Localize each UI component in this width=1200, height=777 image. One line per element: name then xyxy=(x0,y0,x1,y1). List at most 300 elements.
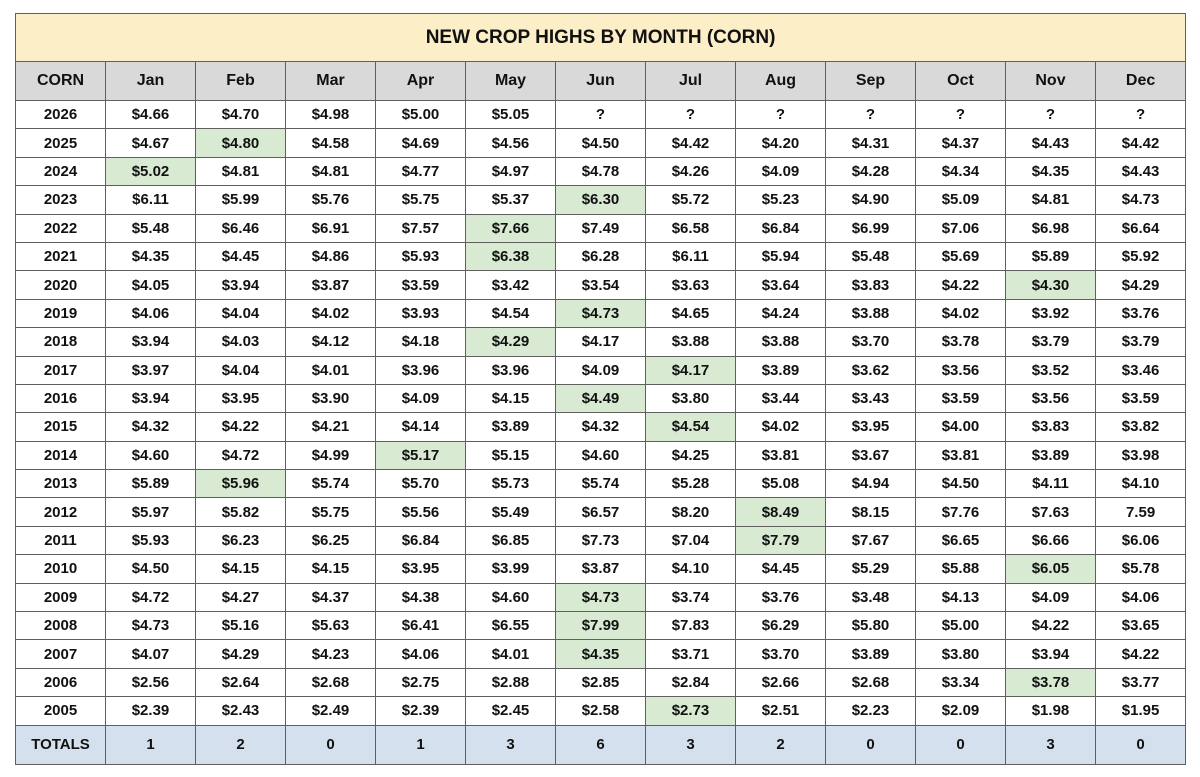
price-cell: $3.71 xyxy=(646,640,736,668)
price-cell: $5.92 xyxy=(1096,242,1186,270)
price-cell: $4.02 xyxy=(286,299,376,327)
year-cell: 2006 xyxy=(16,668,106,696)
price-cell: $2.66 xyxy=(736,668,826,696)
price-cell: $2.64 xyxy=(196,668,286,696)
price-cell: $3.94 xyxy=(106,384,196,412)
price-cell: $3.80 xyxy=(916,640,1006,668)
price-cell: $5.09 xyxy=(916,186,1006,214)
price-cell: $3.54 xyxy=(556,271,646,299)
price-cell: $4.18 xyxy=(376,328,466,356)
price-cell: $3.79 xyxy=(1096,328,1186,356)
table-row xyxy=(16,101,1186,129)
price-cell: $4.38 xyxy=(376,583,466,611)
price-cell: $3.83 xyxy=(826,271,916,299)
price-cell: $4.15 xyxy=(196,555,286,583)
price-cell: $3.70 xyxy=(736,640,826,668)
price-cell: $4.70 xyxy=(196,101,286,129)
price-cell: $3.78 xyxy=(916,328,1006,356)
price-cell: $4.11 xyxy=(1006,470,1096,498)
price-cell: $4.69 xyxy=(376,129,466,157)
price-cell: $4.15 xyxy=(466,384,556,412)
price-cell: $5.80 xyxy=(826,612,916,640)
price-cell-high: $6.05 xyxy=(1006,555,1096,583)
year-cell: 2011 xyxy=(16,526,106,554)
price-cell: $3.52 xyxy=(1006,356,1096,384)
year-cell: 2014 xyxy=(16,441,106,469)
price-cell: $2.51 xyxy=(736,697,826,725)
price-cell: $6.98 xyxy=(1006,214,1096,242)
price-cell: $4.03 xyxy=(196,328,286,356)
price-cell: $4.04 xyxy=(196,356,286,384)
price-cell-high: $4.54 xyxy=(646,413,736,441)
total-cell: 0 xyxy=(286,725,376,764)
year-cell: 2021 xyxy=(16,242,106,270)
table-row xyxy=(16,214,1186,242)
price-cell: $4.23 xyxy=(286,640,376,668)
price-cell-high: $4.17 xyxy=(646,356,736,384)
price-cell: $3.77 xyxy=(1096,668,1186,696)
price-cell: ? xyxy=(556,101,646,129)
price-cell: $4.21 xyxy=(286,413,376,441)
header-month-mar: Mar xyxy=(286,62,376,101)
price-cell: $5.76 xyxy=(286,186,376,214)
total-cell: 1 xyxy=(106,725,196,764)
price-cell: $5.93 xyxy=(376,242,466,270)
price-cell: $5.49 xyxy=(466,498,556,526)
price-cell: $2.85 xyxy=(556,668,646,696)
price-cell: $5.16 xyxy=(196,612,286,640)
table-row xyxy=(16,271,1186,299)
price-cell: $3.48 xyxy=(826,583,916,611)
price-cell: $8.15 xyxy=(826,498,916,526)
price-cell: $3.64 xyxy=(736,271,826,299)
price-cell: $3.97 xyxy=(106,356,196,384)
price-cell: $4.24 xyxy=(736,299,826,327)
table-row xyxy=(16,470,1186,498)
year-cell: 2016 xyxy=(16,384,106,412)
price-cell: $3.81 xyxy=(736,441,826,469)
price-cell: $2.39 xyxy=(376,697,466,725)
price-cell: $3.87 xyxy=(556,555,646,583)
price-cell: $6.64 xyxy=(1096,214,1186,242)
price-cell: $4.99 xyxy=(286,441,376,469)
price-cell: $3.94 xyxy=(196,271,286,299)
table-row xyxy=(16,697,1186,725)
price-cell: $6.65 xyxy=(916,526,1006,554)
price-cell: $4.78 xyxy=(556,157,646,185)
price-cell-high: $3.78 xyxy=(1006,668,1096,696)
price-cell: $5.89 xyxy=(1006,242,1096,270)
header-month-dec: Dec xyxy=(1096,62,1186,101)
price-cell: $3.79 xyxy=(1006,328,1096,356)
price-cell: $4.42 xyxy=(1096,129,1186,157)
price-cell: $3.96 xyxy=(376,356,466,384)
price-cell: $4.00 xyxy=(916,413,1006,441)
price-cell: $6.85 xyxy=(466,526,556,554)
price-cell: $4.60 xyxy=(556,441,646,469)
header-row xyxy=(16,62,1186,101)
price-cell: $5.00 xyxy=(916,612,1006,640)
price-cell: $4.32 xyxy=(556,413,646,441)
price-cell: $6.46 xyxy=(196,214,286,242)
price-cell: $4.02 xyxy=(736,413,826,441)
price-cell: $3.76 xyxy=(1096,299,1186,327)
price-cell: $2.23 xyxy=(826,697,916,725)
price-cell: $4.42 xyxy=(646,129,736,157)
price-cell: $4.04 xyxy=(196,299,286,327)
price-cell: $3.89 xyxy=(736,356,826,384)
total-cell: 3 xyxy=(466,725,556,764)
price-cell: $4.50 xyxy=(556,129,646,157)
price-cell: $4.06 xyxy=(106,299,196,327)
total-cell: 2 xyxy=(736,725,826,764)
header-month-apr: Apr xyxy=(376,62,466,101)
year-cell: 2015 xyxy=(16,413,106,441)
price-cell: $3.93 xyxy=(376,299,466,327)
price-cell: $4.02 xyxy=(916,299,1006,327)
price-cell-high: $6.30 xyxy=(556,186,646,214)
price-cell: $4.43 xyxy=(1006,129,1096,157)
price-cell: ? xyxy=(916,101,1006,129)
price-cell: $4.09 xyxy=(736,157,826,185)
year-cell: 2018 xyxy=(16,328,106,356)
table-row xyxy=(16,526,1186,554)
table-row xyxy=(16,413,1186,441)
price-cell: $3.46 xyxy=(1096,356,1186,384)
price-cell: $4.22 xyxy=(916,271,1006,299)
price-cell: $4.20 xyxy=(736,129,826,157)
price-cell-high: $5.02 xyxy=(106,157,196,185)
table-row xyxy=(16,299,1186,327)
crop-highs-table-container xyxy=(15,13,1185,765)
price-cell: $4.07 xyxy=(106,640,196,668)
price-cell-high: $4.30 xyxy=(1006,271,1096,299)
total-cell: 3 xyxy=(646,725,736,764)
price-cell: $4.43 xyxy=(1096,157,1186,185)
totals-label: TOTALS xyxy=(16,725,106,764)
price-cell: $2.45 xyxy=(466,697,556,725)
price-cell: $3.90 xyxy=(286,384,376,412)
year-cell: 2010 xyxy=(16,555,106,583)
table-row xyxy=(16,640,1186,668)
total-cell: 2 xyxy=(196,725,286,764)
price-cell: $4.58 xyxy=(286,129,376,157)
year-cell: 2026 xyxy=(16,101,106,129)
price-cell: $4.35 xyxy=(106,242,196,270)
price-cell: $4.72 xyxy=(196,441,286,469)
price-cell: $4.56 xyxy=(466,129,556,157)
price-cell: $7.73 xyxy=(556,526,646,554)
year-cell: 2009 xyxy=(16,583,106,611)
price-cell: $3.94 xyxy=(1006,640,1096,668)
price-cell: ? xyxy=(1096,101,1186,129)
header-month-feb: Feb xyxy=(196,62,286,101)
header-month-jun: Jun xyxy=(556,62,646,101)
price-cell: $4.72 xyxy=(106,583,196,611)
price-cell: $4.22 xyxy=(1096,640,1186,668)
price-cell: $8.20 xyxy=(646,498,736,526)
table-row xyxy=(16,612,1186,640)
price-cell: $3.94 xyxy=(106,328,196,356)
price-cell: $3.44 xyxy=(736,384,826,412)
price-cell: $5.75 xyxy=(286,498,376,526)
price-cell-high: $5.17 xyxy=(376,441,466,469)
year-cell: 2023 xyxy=(16,186,106,214)
price-cell: $4.10 xyxy=(1096,470,1186,498)
price-cell: ? xyxy=(826,101,916,129)
price-cell: $3.98 xyxy=(1096,441,1186,469)
price-cell: $5.15 xyxy=(466,441,556,469)
table-row xyxy=(16,384,1186,412)
table-row xyxy=(16,441,1186,469)
price-cell: $4.13 xyxy=(916,583,1006,611)
price-cell: $4.10 xyxy=(646,555,736,583)
price-cell: $5.70 xyxy=(376,470,466,498)
total-cell: 6 xyxy=(556,725,646,764)
table-row xyxy=(16,242,1186,270)
price-cell: $3.87 xyxy=(286,271,376,299)
price-cell: $4.12 xyxy=(286,328,376,356)
year-cell: 2020 xyxy=(16,271,106,299)
price-cell: $2.09 xyxy=(916,697,1006,725)
price-cell: $4.60 xyxy=(466,583,556,611)
year-cell: 2019 xyxy=(16,299,106,327)
price-cell: $4.67 xyxy=(106,129,196,157)
price-cell: $5.72 xyxy=(646,186,736,214)
header-month-aug: Aug xyxy=(736,62,826,101)
price-cell: $4.81 xyxy=(286,157,376,185)
price-cell: $2.58 xyxy=(556,697,646,725)
price-cell-high: $8.49 xyxy=(736,498,826,526)
price-cell-high: $4.35 xyxy=(556,640,646,668)
price-cell: $2.84 xyxy=(646,668,736,696)
header-month-nov: Nov xyxy=(1006,62,1096,101)
price-cell: $3.67 xyxy=(826,441,916,469)
price-cell: $6.23 xyxy=(196,526,286,554)
price-cell: $4.98 xyxy=(286,101,376,129)
year-cell: 2007 xyxy=(16,640,106,668)
price-cell: $3.42 xyxy=(466,271,556,299)
price-cell: $6.58 xyxy=(646,214,736,242)
price-cell: $3.59 xyxy=(916,384,1006,412)
year-cell: 2013 xyxy=(16,470,106,498)
price-cell: $6.55 xyxy=(466,612,556,640)
price-cell: $3.83 xyxy=(1006,413,1096,441)
price-cell: $4.81 xyxy=(196,157,286,185)
price-cell: $5.97 xyxy=(106,498,196,526)
price-cell: $7.06 xyxy=(916,214,1006,242)
header-month-oct: Oct xyxy=(916,62,1006,101)
total-cell: 0 xyxy=(1096,725,1186,764)
price-cell: $7.67 xyxy=(826,526,916,554)
header-month-sep: Sep xyxy=(826,62,916,101)
price-cell: $5.48 xyxy=(826,242,916,270)
total-cell: 3 xyxy=(1006,725,1096,764)
price-cell: $2.39 xyxy=(106,697,196,725)
price-cell: $5.88 xyxy=(916,555,1006,583)
price-cell: $3.62 xyxy=(826,356,916,384)
price-cell: $4.09 xyxy=(376,384,466,412)
header-month-jul: Jul xyxy=(646,62,736,101)
price-cell: $5.08 xyxy=(736,470,826,498)
price-cell: $4.45 xyxy=(736,555,826,583)
year-cell: 2008 xyxy=(16,612,106,640)
table-row xyxy=(16,328,1186,356)
year-cell: 2017 xyxy=(16,356,106,384)
price-cell-high: $4.29 xyxy=(466,328,556,356)
price-cell: $7.83 xyxy=(646,612,736,640)
price-cell: $5.93 xyxy=(106,526,196,554)
price-cell: $4.60 xyxy=(106,441,196,469)
price-cell: $5.37 xyxy=(466,186,556,214)
price-cell: $4.86 xyxy=(286,242,376,270)
price-cell: $4.90 xyxy=(826,186,916,214)
price-cell: $5.75 xyxy=(376,186,466,214)
price-cell: $4.45 xyxy=(196,242,286,270)
price-cell: $4.28 xyxy=(826,157,916,185)
totals-row xyxy=(16,725,1186,764)
table-row xyxy=(16,498,1186,526)
price-cell: $5.05 xyxy=(466,101,556,129)
price-cell: $7.76 xyxy=(916,498,1006,526)
price-cell: $3.70 xyxy=(826,328,916,356)
price-cell: $4.50 xyxy=(106,555,196,583)
price-cell: $4.73 xyxy=(106,612,196,640)
price-cell: $5.29 xyxy=(826,555,916,583)
price-cell: ? xyxy=(1006,101,1096,129)
price-cell: $4.29 xyxy=(1096,271,1186,299)
price-cell-high: $4.80 xyxy=(196,129,286,157)
price-cell: $3.92 xyxy=(1006,299,1096,327)
year-cell: 2022 xyxy=(16,214,106,242)
table-row xyxy=(16,157,1186,185)
price-cell: $6.84 xyxy=(376,526,466,554)
price-cell: $4.22 xyxy=(196,413,286,441)
price-cell: $5.94 xyxy=(736,242,826,270)
price-cell: $5.74 xyxy=(556,470,646,498)
price-cell: $2.43 xyxy=(196,697,286,725)
price-cell: $2.56 xyxy=(106,668,196,696)
price-cell: $3.43 xyxy=(826,384,916,412)
price-cell: $6.41 xyxy=(376,612,466,640)
price-cell: $3.59 xyxy=(376,271,466,299)
price-cell: $5.48 xyxy=(106,214,196,242)
price-cell: $5.63 xyxy=(286,612,376,640)
price-cell: $7.57 xyxy=(376,214,466,242)
price-cell: $3.95 xyxy=(196,384,286,412)
price-cell: $6.11 xyxy=(106,186,196,214)
table-title: NEW CROP HIGHS BY MONTH (CORN) xyxy=(16,14,1186,62)
price-cell-high: $6.38 xyxy=(466,242,556,270)
price-cell: $4.94 xyxy=(826,470,916,498)
price-cell: ? xyxy=(646,101,736,129)
year-cell: 2024 xyxy=(16,157,106,185)
price-cell: $6.57 xyxy=(556,498,646,526)
price-cell-high: $4.73 xyxy=(556,299,646,327)
price-cell: $6.99 xyxy=(826,214,916,242)
price-cell: $5.69 xyxy=(916,242,1006,270)
price-cell: $4.01 xyxy=(286,356,376,384)
price-cell: $7.49 xyxy=(556,214,646,242)
price-cell-high: $4.49 xyxy=(556,384,646,412)
price-cell: $3.88 xyxy=(646,328,736,356)
price-cell: ? xyxy=(736,101,826,129)
price-cell: $4.97 xyxy=(466,157,556,185)
price-cell: $4.14 xyxy=(376,413,466,441)
price-cell: $1.98 xyxy=(1006,697,1096,725)
price-cell: $4.06 xyxy=(376,640,466,668)
price-cell: $5.56 xyxy=(376,498,466,526)
price-cell: $4.37 xyxy=(286,583,376,611)
price-cell: $3.80 xyxy=(646,384,736,412)
price-cell: $6.91 xyxy=(286,214,376,242)
price-cell: $4.81 xyxy=(1006,186,1096,214)
price-cell: $7.04 xyxy=(646,526,736,554)
price-cell: $5.78 xyxy=(1096,555,1186,583)
header-corn-label: CORN xyxy=(16,62,106,101)
price-cell: $5.89 xyxy=(106,470,196,498)
price-cell: $4.26 xyxy=(646,157,736,185)
price-cell: $3.95 xyxy=(826,413,916,441)
price-cell-high: $2.73 xyxy=(646,697,736,725)
price-cell: $6.11 xyxy=(646,242,736,270)
total-cell: 0 xyxy=(826,725,916,764)
price-cell: $4.32 xyxy=(106,413,196,441)
price-cell: $4.27 xyxy=(196,583,286,611)
price-cell: $4.35 xyxy=(1006,157,1096,185)
price-cell: $3.76 xyxy=(736,583,826,611)
header-month-jan: Jan xyxy=(106,62,196,101)
price-cell: $5.99 xyxy=(196,186,286,214)
price-cell: $3.59 xyxy=(1096,384,1186,412)
price-cell: $6.25 xyxy=(286,526,376,554)
header-month-may: May xyxy=(466,62,556,101)
price-cell: $4.50 xyxy=(916,470,1006,498)
price-cell: $5.28 xyxy=(646,470,736,498)
price-cell: $4.66 xyxy=(106,101,196,129)
price-cell: $7.63 xyxy=(1006,498,1096,526)
price-cell: $2.68 xyxy=(826,668,916,696)
price-cell: $6.84 xyxy=(736,214,826,242)
price-cell: $2.68 xyxy=(286,668,376,696)
price-cell: $3.88 xyxy=(736,328,826,356)
table-row xyxy=(16,668,1186,696)
price-cell: $4.25 xyxy=(646,441,736,469)
price-cell: $4.17 xyxy=(556,328,646,356)
table-row xyxy=(16,129,1186,157)
total-cell: 1 xyxy=(376,725,466,764)
price-cell: $4.09 xyxy=(1006,583,1096,611)
price-cell: $4.29 xyxy=(196,640,286,668)
price-cell: $4.22 xyxy=(1006,612,1096,640)
year-cell: 2005 xyxy=(16,697,106,725)
price-cell: $3.89 xyxy=(466,413,556,441)
price-cell-high: $7.99 xyxy=(556,612,646,640)
table-row xyxy=(16,356,1186,384)
price-cell: $4.54 xyxy=(466,299,556,327)
price-cell: $2.88 xyxy=(466,668,556,696)
price-cell: $4.65 xyxy=(646,299,736,327)
price-cell: $4.05 xyxy=(106,271,196,299)
price-cell: $3.56 xyxy=(1006,384,1096,412)
price-cell: $3.34 xyxy=(916,668,1006,696)
price-cell: $3.88 xyxy=(826,299,916,327)
price-cell: $5.82 xyxy=(196,498,286,526)
price-cell: $4.37 xyxy=(916,129,1006,157)
price-cell: $3.95 xyxy=(376,555,466,583)
crop-highs-table xyxy=(15,13,1186,765)
price-cell: $4.77 xyxy=(376,157,466,185)
